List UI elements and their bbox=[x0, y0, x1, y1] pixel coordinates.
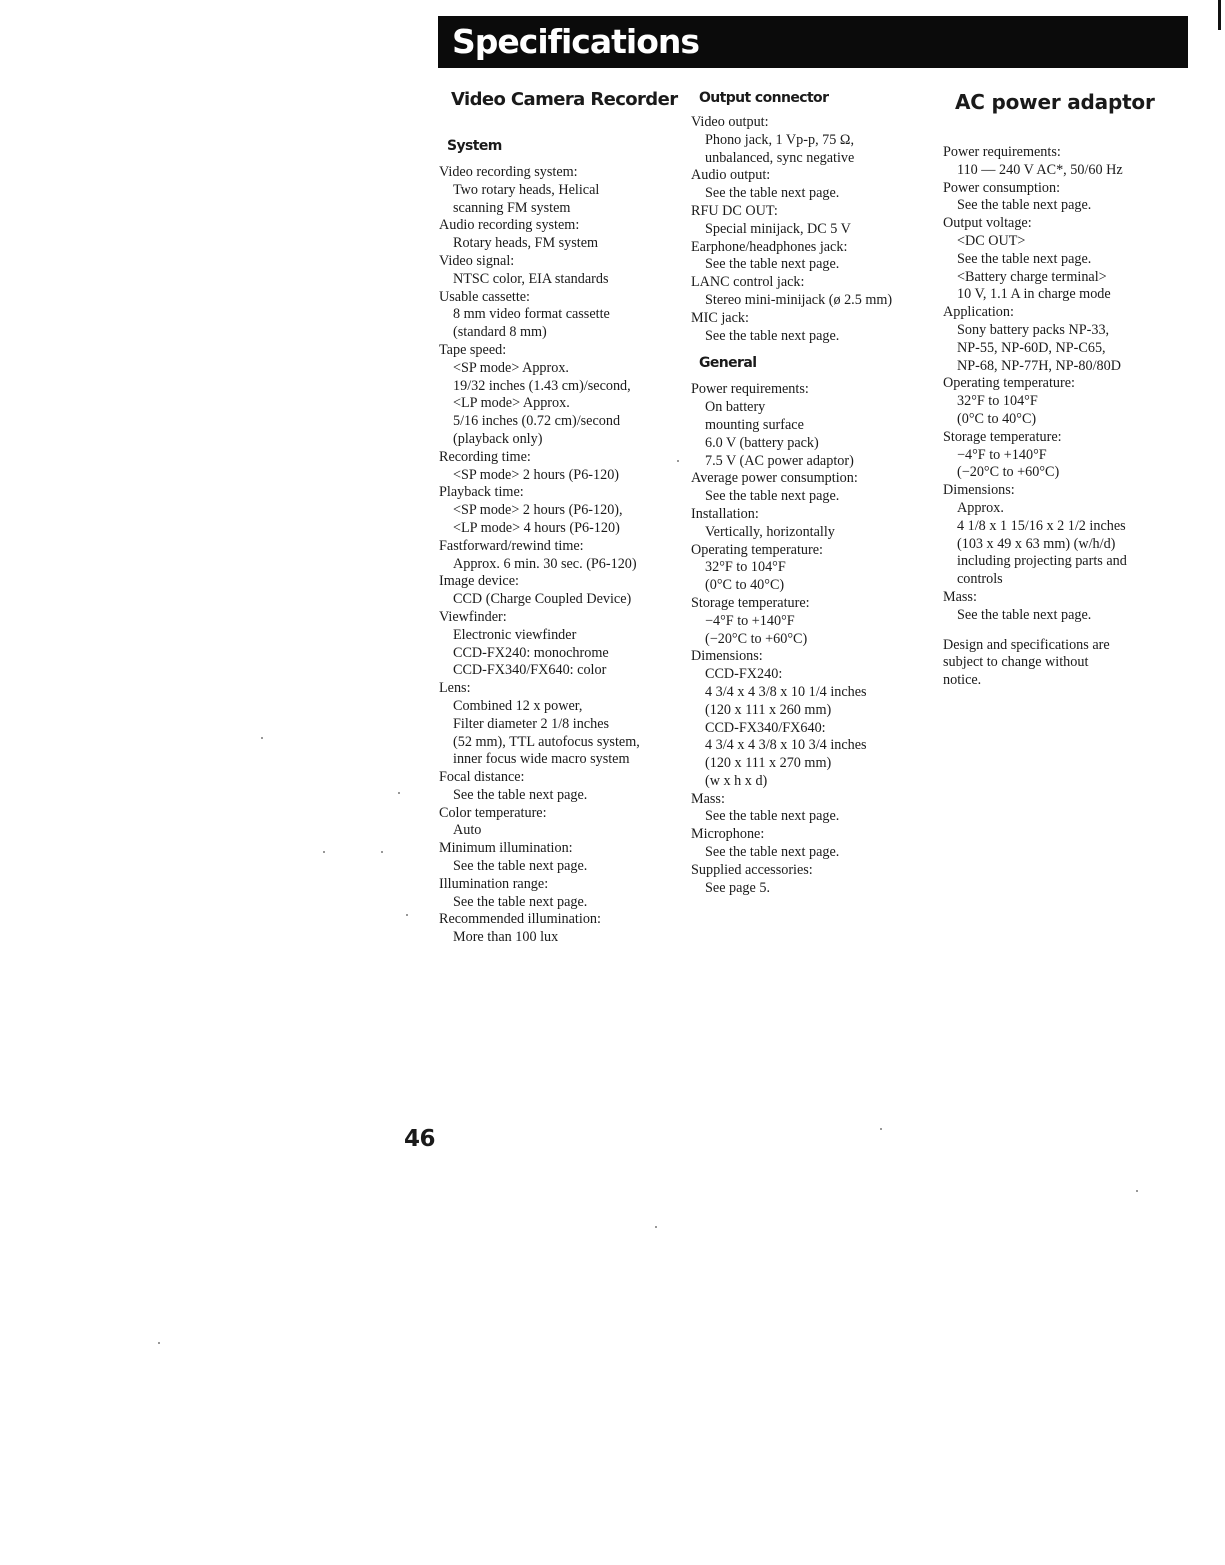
spec-value: (playback only) bbox=[453, 430, 543, 447]
spec-label: Fastforward/rewind time: bbox=[439, 537, 584, 554]
speck bbox=[406, 914, 408, 916]
section-heading: Video Camera Recorder bbox=[451, 89, 678, 110]
spec-list bbox=[691, 381, 937, 897]
spec-value: See the table next page. bbox=[957, 250, 1092, 267]
speck bbox=[655, 1226, 657, 1228]
spec-value: <SP mode> 2 hours (P6-120), bbox=[453, 502, 623, 519]
spec-value: (120 x 111 x 260 mm) bbox=[705, 701, 832, 718]
spec-label: Color temperature: bbox=[439, 804, 547, 821]
spec-value: 32°F to 104°F bbox=[957, 393, 1038, 410]
spec-value: CCD-FX240: monochrome bbox=[453, 644, 609, 661]
spec-value: −4°F to +140°F bbox=[957, 446, 1047, 463]
spec-list bbox=[691, 114, 937, 345]
spec-label: Audio output: bbox=[691, 167, 771, 184]
spec-value: (0°C to 40°C) bbox=[705, 577, 785, 594]
spec-label: Installation: bbox=[691, 505, 759, 522]
spec-value: NTSC color, EIA standards bbox=[453, 270, 609, 287]
spec-value: scanning FM system bbox=[453, 199, 571, 216]
spec-label: Minimum illumination: bbox=[439, 840, 573, 857]
edge-mark bbox=[1218, 0, 1221, 30]
spec-list bbox=[439, 164, 687, 947]
section-heading: Output connector bbox=[699, 90, 829, 106]
spec-label: MIC jack: bbox=[691, 309, 749, 326]
spec-label: Power consumption: bbox=[943, 179, 1061, 196]
speck bbox=[880, 1128, 882, 1130]
spec-value: including projecting parts and bbox=[957, 553, 1127, 570]
spec-label: Playback time: bbox=[439, 484, 524, 501]
spec-value: See the table next page. bbox=[453, 893, 588, 910]
spec-label: Image device: bbox=[439, 573, 519, 590]
spec-label: Supplied accessories: bbox=[691, 861, 813, 878]
spec-value: <LP mode> 4 hours (P6-120) bbox=[453, 519, 620, 536]
spec-label: RFU DC OUT: bbox=[691, 202, 778, 219]
spec-value: (−20°C to +60°C) bbox=[705, 630, 808, 647]
spec-value: 10 V, 1.1 A in charge mode bbox=[957, 286, 1111, 303]
spec-label: Operating temperature: bbox=[691, 541, 823, 558]
spec-label: Usable cassette: bbox=[439, 288, 530, 305]
spec-value: See the table next page. bbox=[705, 808, 840, 825]
section-heading: General bbox=[699, 355, 757, 372]
column-output-connector-general bbox=[691, 88, 937, 897]
spec-value: unbalanced, sync negative bbox=[705, 149, 855, 166]
notice-line: subject to change without bbox=[943, 654, 1089, 671]
spec-value: Two rotary heads, Helical bbox=[453, 181, 600, 198]
spec-label: Earphone/headphones jack: bbox=[691, 238, 848, 255]
spec-label: Average power consumption: bbox=[691, 470, 858, 487]
speck bbox=[398, 792, 400, 794]
spec-label: Tape speed: bbox=[439, 341, 507, 358]
speck bbox=[323, 851, 325, 853]
spec-label: Mass: bbox=[691, 790, 725, 807]
spec-value: CCD-FX340/FX640: bbox=[705, 719, 826, 736]
spec-value: (standard 8 mm) bbox=[453, 324, 547, 341]
spec-value: Special minijack, DC 5 V bbox=[705, 220, 851, 237]
spec-value: inner focus wide macro system bbox=[453, 751, 630, 768]
spec-value: controls bbox=[957, 571, 1003, 588]
spec-label: Power requirements: bbox=[691, 381, 809, 398]
spec-value: Electronic viewfinder bbox=[453, 626, 577, 643]
spec-label: Power requirements: bbox=[943, 144, 1061, 160]
spec-value: See the table next page. bbox=[705, 488, 840, 505]
column-video-camera-recorder bbox=[439, 88, 687, 947]
spec-label: Operating temperature: bbox=[943, 375, 1075, 392]
spec-value: −4°F to +140°F bbox=[705, 612, 795, 629]
spec-label: Dimensions: bbox=[943, 482, 1015, 499]
section-heading: AC power adaptor bbox=[955, 90, 1155, 114]
spec-value: See the table next page. bbox=[957, 197, 1092, 214]
speck bbox=[158, 1342, 160, 1344]
spec-value: CCD-FX340/FX640: color bbox=[453, 662, 607, 679]
spec-value: 4 1/8 x 1 15/16 x 2 1/2 inches bbox=[957, 517, 1126, 534]
spec-value: On battery bbox=[705, 399, 766, 416]
spec-value: mounting surface bbox=[705, 416, 804, 433]
spec-value: See the table next page. bbox=[705, 327, 840, 344]
section-heading: System bbox=[447, 138, 502, 154]
spec-value: Vertically, horizontally bbox=[705, 523, 835, 540]
speck bbox=[677, 460, 679, 462]
spec-label: Viewfinder: bbox=[439, 608, 507, 625]
spec-value: 4 3/4 x 4 3/8 x 10 1/4 inches bbox=[705, 683, 867, 700]
speck bbox=[1136, 1190, 1138, 1192]
spec-value: More than 100 lux bbox=[453, 929, 559, 946]
speck bbox=[381, 851, 383, 853]
spec-label: Focal distance: bbox=[439, 769, 525, 786]
spec-value: See the table next page. bbox=[453, 858, 588, 875]
spec-label: Dimensions: bbox=[691, 648, 763, 665]
spec-value: See the table next page. bbox=[957, 606, 1092, 623]
spec-label: Recording time: bbox=[439, 448, 531, 465]
spec-value: <Battery charge terminal> bbox=[957, 268, 1107, 285]
spec-value: 8 mm video format cassette bbox=[453, 306, 610, 323]
spec-label: Storage temperature: bbox=[943, 428, 1062, 445]
spec-label: Output voltage: bbox=[943, 215, 1032, 232]
spec-label: LANC control jack: bbox=[691, 274, 805, 291]
spec-value: (52 mm), TTL autofocus system, bbox=[453, 733, 640, 750]
spec-label: Recommended illumination: bbox=[439, 911, 601, 928]
notice-paragraph bbox=[943, 637, 1188, 690]
spec-value: See the table next page. bbox=[705, 185, 840, 202]
spec-value: CCD (Charge Coupled Device) bbox=[453, 591, 632, 608]
spec-label: Video recording system: bbox=[439, 164, 578, 180]
title-banner bbox=[438, 16, 1188, 68]
page-number: 46 bbox=[404, 1126, 436, 1152]
spec-value: <SP mode> 2 hours (P6-120) bbox=[453, 466, 620, 483]
spec-label: Microphone: bbox=[691, 826, 765, 843]
speck bbox=[261, 737, 263, 739]
spec-value: NP-55, NP-60D, NP-C65, bbox=[957, 339, 1106, 356]
spec-value: 32°F to 104°F bbox=[705, 559, 786, 576]
spec-value: See page 5. bbox=[705, 879, 771, 896]
spec-label: Mass: bbox=[943, 588, 977, 605]
spec-label: Illumination range: bbox=[439, 875, 549, 892]
spec-value: Filter diameter 2 1/8 inches bbox=[453, 715, 610, 732]
notice-line: Design and specifications are bbox=[943, 636, 1110, 653]
spec-value: <DC OUT> bbox=[957, 232, 1026, 249]
spec-list bbox=[943, 144, 1188, 625]
spec-value: See the table next page. bbox=[705, 844, 840, 861]
spec-value: NP-68, NP-77H, NP-80/80D bbox=[957, 357, 1121, 374]
notice-line: notice. bbox=[943, 672, 982, 689]
spec-value: Stereo mini-minijack (ø 2.5 mm) bbox=[705, 291, 893, 308]
spec-value: CCD-FX240: bbox=[705, 666, 783, 683]
spec-value: See the table next page. bbox=[705, 256, 840, 273]
spec-value: 5/16 inches (0.72 cm)/second bbox=[453, 413, 621, 430]
spec-value: See the table next page. bbox=[453, 786, 588, 803]
spec-value: <LP mode> Approx. bbox=[453, 395, 570, 412]
spec-label: Video signal: bbox=[439, 252, 515, 269]
spec-value: Phono jack, 1 Vp-p, 75 Ω, bbox=[705, 131, 854, 148]
spec-label: Storage temperature: bbox=[691, 594, 810, 611]
spec-value: 110 — 240 V AC*, 50/60 Hz bbox=[957, 161, 1123, 178]
spec-value: (0°C to 40°C) bbox=[957, 410, 1037, 427]
spec-value: 4 3/4 x 4 3/8 x 10 3/4 inches bbox=[705, 737, 867, 754]
spec-label: Video output: bbox=[691, 114, 769, 130]
spec-value: Rotary heads, FM system bbox=[453, 235, 599, 252]
spec-value: Approx. bbox=[957, 499, 1004, 516]
spec-value: <SP mode> Approx. bbox=[453, 359, 569, 376]
spec-value: (120 x 111 x 270 mm) bbox=[705, 755, 832, 772]
spec-label: Lens: bbox=[439, 680, 471, 697]
spec-value: 7.5 V (AC power adaptor) bbox=[705, 452, 854, 469]
spec-value: (−20°C to +60°C) bbox=[957, 464, 1060, 481]
spec-value: Approx. 6 min. 30 sec. (P6-120) bbox=[453, 555, 637, 572]
spec-value: Sony battery packs NP-33, bbox=[957, 321, 1110, 338]
spec-value: 6.0 V (battery pack) bbox=[705, 434, 819, 451]
spec-value: (103 x 49 x 63 mm) (w/h/d) bbox=[957, 535, 1116, 552]
spec-value: 19/32 inches (1.43 cm)/second, bbox=[453, 377, 631, 394]
spec-value: (w x h x d) bbox=[705, 772, 768, 789]
page-title: Specifications bbox=[452, 22, 700, 61]
spec-label: Application: bbox=[943, 304, 1014, 321]
spec-label: Audio recording system: bbox=[439, 217, 580, 234]
spec-value: Combined 12 x power, bbox=[453, 697, 583, 714]
column-ac-power-adaptor bbox=[943, 88, 1188, 690]
spec-value: Auto bbox=[453, 822, 482, 839]
